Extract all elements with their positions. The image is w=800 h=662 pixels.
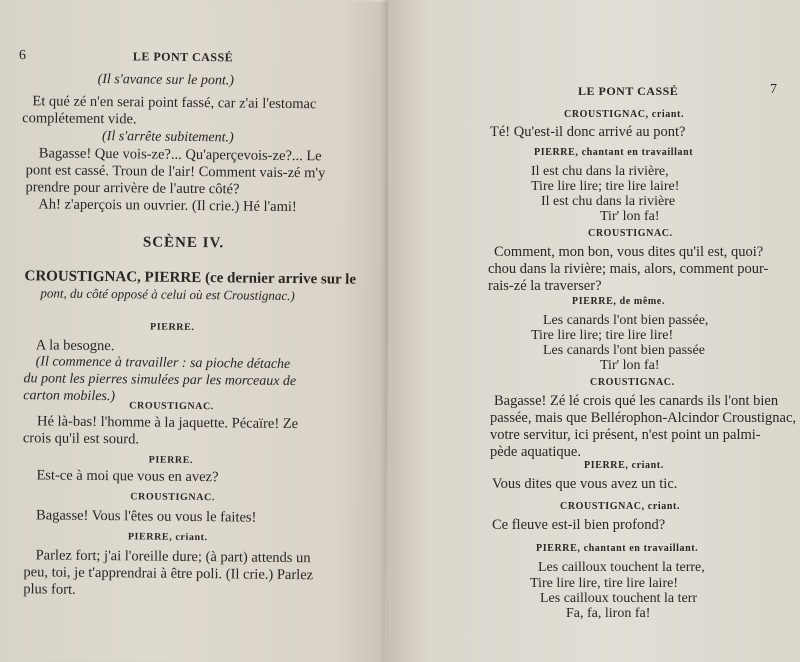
speaker-name: PIERRE, de même. [572, 296, 665, 307]
song-line: Tire lire lire; tire lire lire! [531, 328, 674, 343]
dialogue-line: plus fort. [23, 581, 76, 598]
speaker-name: PIERRE, chantant en travaillant [534, 147, 694, 158]
speaker-name: PIERRE, criant. [127, 531, 208, 544]
speaker-name: CROUSTIGNAC. [590, 377, 675, 388]
dialogue-line: Bagasse! Zé lé crois qué les canards ils l'ont bien [494, 393, 779, 409]
dialogue-line: Et qué zé n'en serai point fassé, car z'ai l'estomac [32, 93, 317, 113]
speaker-name: CROUSTIGNAC. [129, 400, 214, 413]
page-number: 6 [18, 48, 26, 64]
speaker-name: PIERRE. [148, 454, 194, 466]
speaker-name: CROUSTIGNAC. [588, 228, 673, 239]
song-line: Les canards l'ont bien passée [543, 343, 705, 358]
song-line: Il est chu dans la rivière [541, 194, 676, 209]
left-page [0, 0, 391, 662]
song-line: Tire lire lire; tire lire laire! [531, 179, 680, 194]
song-line: Tire lire lire, tire lire laire! [530, 576, 678, 591]
dialogue-line: passée, mais que Bellérophon-Alcindor Croustignac, [490, 410, 797, 426]
page-number: 7 [770, 82, 777, 97]
song-line: Tir' lon fa! [600, 358, 660, 373]
cast-note: pont, du côté opposé à celui où est Croustignac.) [40, 285, 295, 304]
speaker-name: CROUSTIGNAC, criant. [560, 501, 681, 512]
song-line: Les cailloux touchent la terre, [538, 560, 705, 575]
stage-direction: du pont les pierres simulées par les morceaux de [23, 371, 297, 390]
stage-direction: (Il s'avance sur le pont.) [97, 71, 235, 89]
scene-heading: SCÈNE IV. [142, 234, 225, 252]
song-line: Fa, fa, liron fa! [566, 606, 651, 621]
dialogue-line: complétement vide. [22, 110, 137, 128]
dialogue-line: peu, toi, je t'apprendrai à être poli. (Il crie.) Parlez [23, 564, 314, 584]
speaker-name: CROUSTIGNAC, criant. [564, 109, 685, 120]
song-line: Les canards l'ont bien passée, [543, 313, 709, 328]
dialogue-line: chou dans la rivière; mais, alors, comment pour- [488, 261, 769, 277]
dialogue-line: A la besogne. [35, 337, 115, 355]
stage-direction: (Il s'arrête subitement.) [101, 129, 234, 146]
song-line: Il est chu dans la rivière, [531, 164, 669, 179]
dialogue-line: prendre pour arrivère de l'autre côté? [25, 179, 240, 198]
dialogue-line: Té! Qu'est-il donc arrivé au pont? [490, 124, 686, 140]
dialogue-line: Vous dites que vous avez un tic. [492, 476, 678, 492]
dialogue-line: crois qu'il est sourd. [22, 430, 140, 448]
speaker-name: PIERRE, chantant en travaillant. [536, 543, 699, 554]
dialogue-line: Bagasse! Vous l'êtes ou vous le faites! [35, 507, 257, 526]
song-line: Tir' lon fa! [600, 209, 660, 224]
running-head: LE PONT CASSÉ [578, 84, 679, 98]
dialogue-line: Est-ce à moi que vous en avez? [36, 467, 219, 486]
speaker-name: PIERRE. [149, 321, 195, 334]
dialogue-line: Ah! z'aperçois un ouvrier. (Il crie.) Hé l'ami! [38, 196, 297, 216]
dialogue-line: Comment, mon bon, vous dites qu'il est, quoi? [494, 244, 764, 260]
stage-direction: (Il commence à travailler : sa pioche détache [35, 354, 291, 373]
dialogue-line: Ce fleuve est-il bien profond? [492, 517, 666, 533]
right-page [388, 0, 800, 662]
speaker-name: CROUSTIGNAC. [130, 491, 216, 504]
dialogue-line: votre servitur, ici présent, n'est point un palmi- [490, 427, 761, 443]
running-head: LE PONT CASSÉ [132, 49, 234, 65]
dialogue-line: rais-zé la traverser? [488, 278, 602, 294]
stage-direction: carton mobiles.) [23, 388, 116, 405]
dialogue-line: pède aquatique. [490, 444, 581, 460]
dialogue-line: Parlez fort; j'ai l'oreille dure; (à part) attends un [35, 547, 311, 567]
cast-list: CROUSTIGNAC, PIERRE (ce dernier arrive sur le [24, 268, 357, 288]
dialogue-line: Hé là-bas! l'homme à la jaquette. Pécaïre! Ze [36, 413, 299, 433]
dialogue-line: pont est cassé. Troun de l'air! Comment vais-zé m'y [25, 162, 326, 182]
dialogue-line: Bagasse! Que vois-ze?... Qu'aperçevois-ze?... Le [38, 145, 322, 165]
speaker-name: PIERRE, criant. [584, 460, 664, 471]
song-line: Les cailloux touchent la terr [540, 591, 698, 606]
